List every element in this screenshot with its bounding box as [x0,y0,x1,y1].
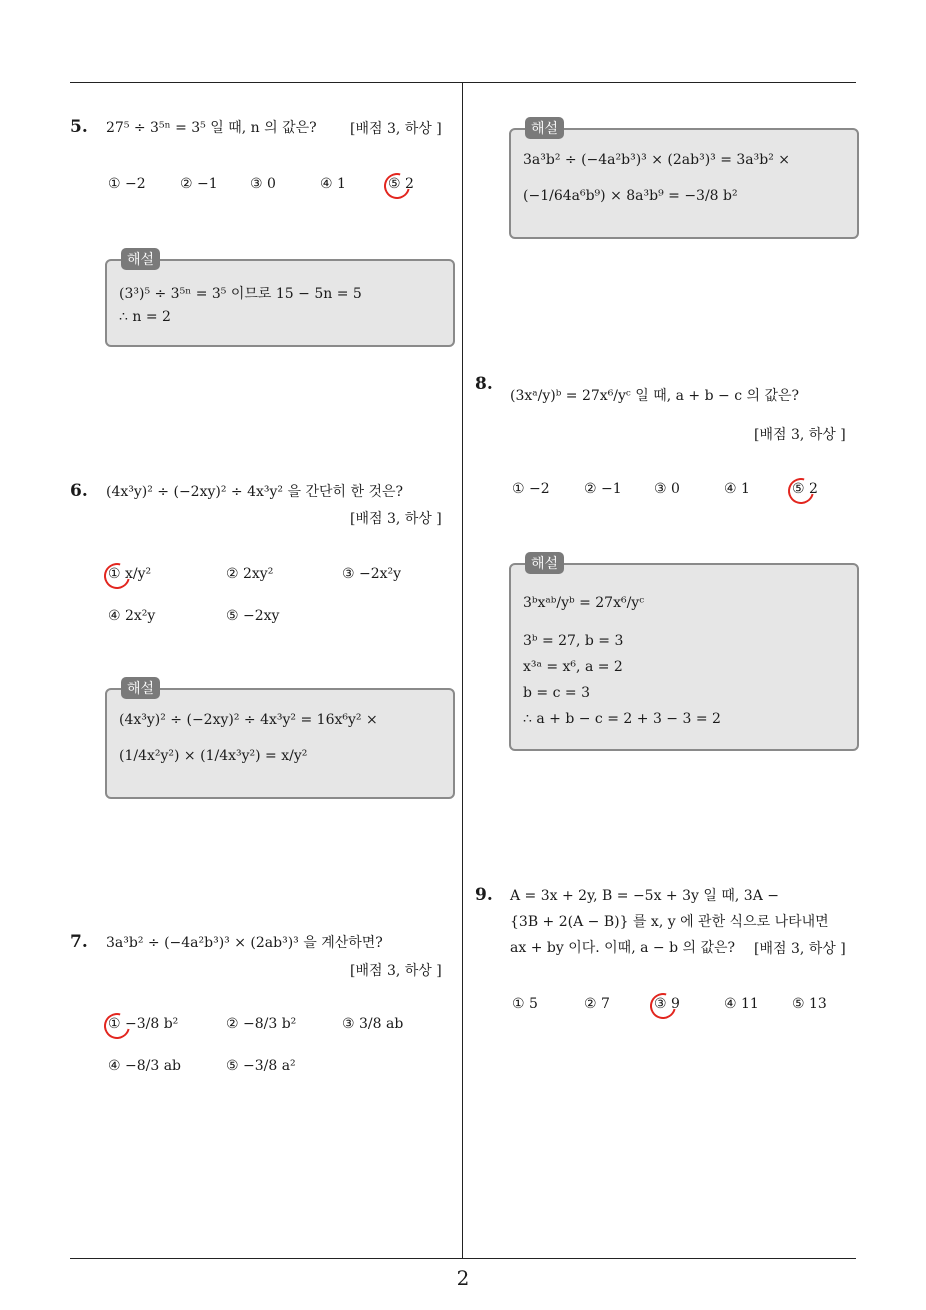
column-divider [462,82,463,1258]
question-9-line-3: ax + by 이다. 이때, a − b 의 값은? [510,940,736,956]
question-8-text: (3xᵃ/y)ᵇ = 27x⁶/yᶜ 일 때, a + b − c 의 값은? [510,388,800,404]
question-7-choices [108,1016,448,1086]
solution-line-1: 3a³b² ÷ (−4a²b³)³ × (2ab³)³ = 3a³b² × [523,152,791,168]
choice-2[interactable]: ② 7 [584,996,610,1012]
top-rule [70,82,856,83]
question-7-points: [배점 3, 하상 ] [350,963,442,979]
choice-2[interactable]: ② −1 [180,176,218,192]
solution-line-3: x³ᵃ = x⁶, a = 2 [523,659,623,675]
bottom-rule [70,1258,856,1259]
solution-tag: 해설 [121,248,160,270]
question-6-text: (4x³y)² ÷ (−2xy)² ÷ 4x³y² 을 간단히 한 것은? [106,484,404,500]
solution-line-2: 3ᵇ = 27, b = 3 [523,633,624,649]
answer-mark-circle [783,473,819,509]
solution-line-2: ∴ n = 2 [119,309,171,325]
answer-mark-circle [99,558,135,594]
question-9-points: [배점 3, 하상 ] [754,941,846,957]
choice-5[interactable]: ⑤ 13 [792,996,827,1012]
choice-4[interactable]: ④ 1 [724,481,750,497]
question-9-line-1: A = 3x + 2y, B = −5x + 3y 일 때, 3A − [510,888,779,904]
question-9-choices [512,996,852,1018]
question-9-number: 9. [475,885,493,905]
choice-3[interactable]: ③ −2x²y [342,566,402,582]
choice-2[interactable]: ② 2xy² [226,566,274,582]
question-5-solution [105,252,455,347]
choice-4[interactable]: ④ 1 [320,176,346,192]
question-7-number: 7. [70,932,88,952]
choice-4[interactable]: ④ −8/3 ab [108,1058,182,1074]
solution-line-2: (−1/64a⁶b⁹) × 8a³b⁹ = −3/8 b² [523,188,738,204]
answer-mark-circle [99,1008,135,1044]
question-6-points: [배점 3, 하상 ] [350,511,442,527]
question-7-solution [509,121,859,239]
choice-2[interactable]: ② −1 [584,481,622,497]
solution-line-5: ∴ a + b − c = 2 + 3 − 3 = 2 [523,711,721,727]
question-8-choices [512,481,852,503]
answer-mark-circle [645,988,681,1024]
question-7-text: 3a³b² ÷ (−4a²b³)³ × (2ab³)³ 을 계산하면? [106,935,383,951]
choice-1[interactable]: ① 5 [512,996,538,1012]
choice-5[interactable]: ⑤ −3/8 a² [226,1058,296,1074]
question-5-text: 27⁵ ÷ 3⁵ⁿ = 3⁵ 일 때, n 의 값은? [106,120,317,136]
choice-2[interactable]: ② −8/3 b² [226,1016,297,1032]
choice-1[interactable]: ① −2 [108,176,146,192]
solution-tag: 해설 [121,677,160,699]
solution-line-4: b = c = 3 [523,685,590,701]
question-8-solution [509,556,859,751]
page-number: 2 [456,1266,470,1290]
choice-3[interactable]: ③ 0 [250,176,276,192]
answer-mark-circle [379,168,415,204]
choice-3[interactable]: ③ 3/8 ab [342,1016,404,1032]
question-8-points: [배점 3, 하상 ] [754,427,846,443]
choice-3[interactable]: ③ 9 [654,996,680,1012]
choice-1[interactable]: ① −2 [512,481,550,497]
choice-1[interactable]: ① −3/8 b² [108,1016,179,1032]
choice-5[interactable]: ⑤ 2 [792,481,818,497]
solution-line-1: 3ᵇxᵃᵇ/yᵇ = 27x⁶/yᶜ [523,595,645,611]
question-5-choices [108,176,448,198]
question-5-points: [배점 3, 하상 ] [350,121,442,137]
choice-1[interactable]: ① x/y² [108,566,152,582]
question-5-number: 5. [70,117,88,137]
solution-tag: 해설 [525,117,564,139]
question-9-line-2: {3B + 2(A − B)} 를 x, y 에 관한 식으로 나타내면 [510,914,829,930]
choice-4[interactable]: ④ 2x²y [108,608,156,624]
choice-3[interactable]: ③ 0 [654,481,680,497]
question-6-choices [108,566,448,626]
solution-tag: 해설 [525,552,564,574]
choice-5[interactable]: ⑤ 2 [388,176,414,192]
solution-line-1: (4x³y)² ÷ (−2xy)² ÷ 4x³y² = 16x⁶y² × [119,712,378,728]
solution-line-2: (1/4x²y²) × (1/4x³y²) = x/y² [119,748,308,764]
solution-line-1: (3³)⁵ ÷ 3⁵ⁿ = 3⁵ 이므로 15 − 5n = 5 [119,286,362,302]
choice-4[interactable]: ④ 11 [724,996,759,1012]
question-6-solution [105,681,455,799]
question-6-number: 6. [70,481,88,501]
question-8-number: 8. [475,374,493,394]
choice-5[interactable]: ⑤ −2xy [226,608,280,624]
